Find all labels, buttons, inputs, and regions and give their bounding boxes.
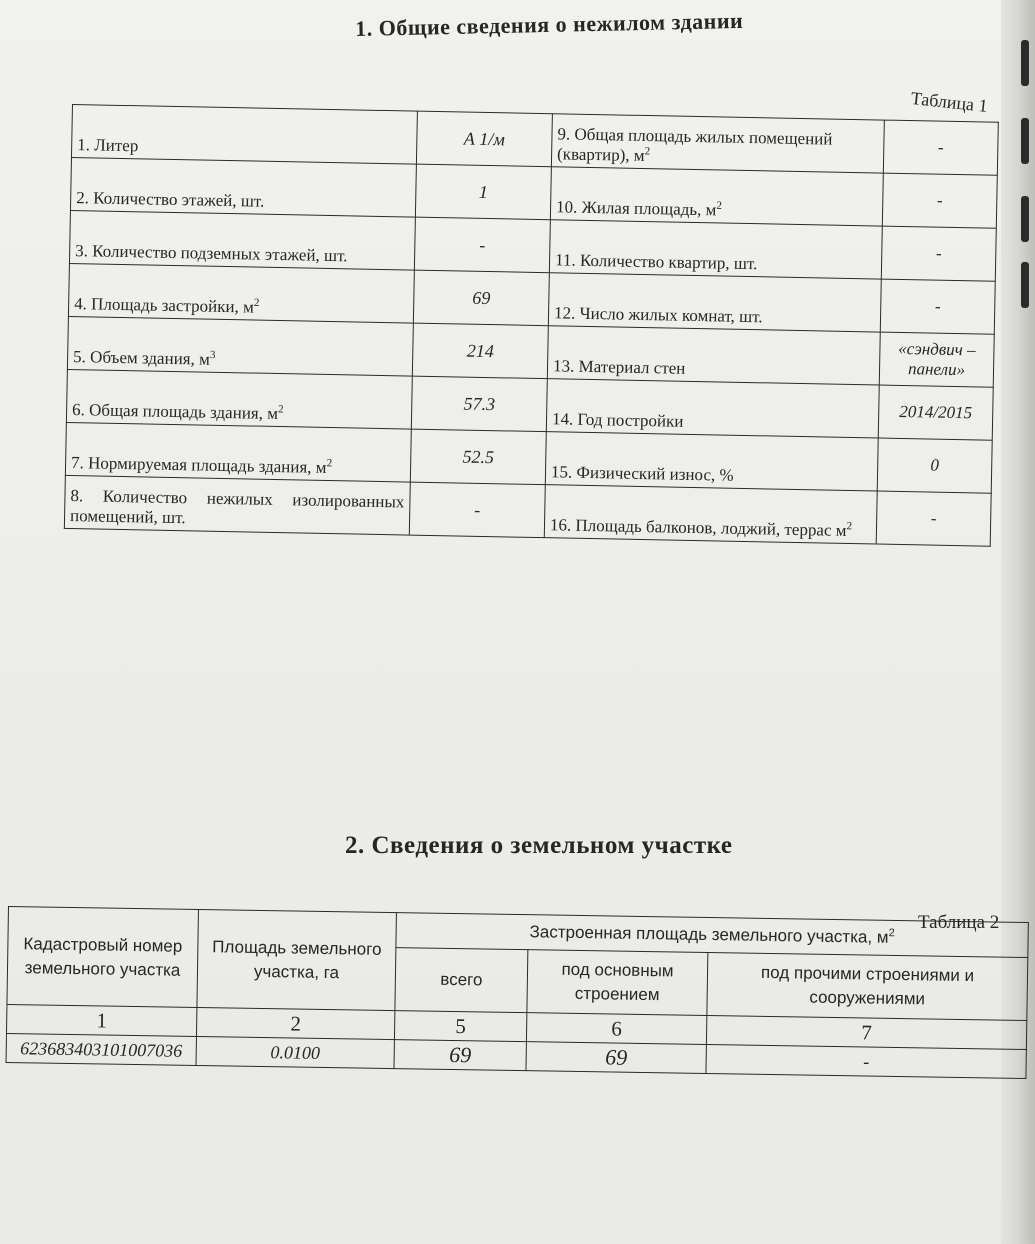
row-label-text: 5. Объем здания, м bbox=[72, 347, 211, 369]
row-label-sup: 2 bbox=[846, 520, 853, 533]
row-value bbox=[876, 491, 991, 546]
table1-caption: Таблица 1 bbox=[909, 88, 989, 116]
row-label-sup: 2 bbox=[253, 296, 260, 309]
col-number: 7 bbox=[706, 1015, 1026, 1049]
row-label-sup: 2 bbox=[277, 403, 284, 416]
row-label-text: 4. Площадь застройки, м bbox=[73, 294, 255, 317]
built-other: - bbox=[706, 1044, 1026, 1078]
row-label-sup: 2 bbox=[716, 199, 723, 212]
row-label bbox=[551, 114, 884, 173]
row-value-text: 69 bbox=[472, 287, 491, 309]
row-label bbox=[550, 167, 883, 226]
row-value bbox=[415, 164, 551, 220]
row-label bbox=[547, 326, 880, 385]
row-label-text: 16. Площадь балконов, лоджий, террас м bbox=[549, 515, 847, 540]
row-label-text: 11. Количество квартир, шт. bbox=[554, 250, 758, 274]
col-number: 2 bbox=[196, 1007, 394, 1039]
binder-ring bbox=[1021, 118, 1029, 164]
row-value bbox=[883, 120, 998, 175]
row-label-text: 7. Нормируемая площадь здания, м bbox=[70, 453, 327, 477]
building-info-table bbox=[64, 104, 999, 547]
built-total: 69 bbox=[394, 1040, 526, 1071]
row-label bbox=[71, 105, 417, 165]
row-label bbox=[546, 379, 879, 438]
row-label bbox=[65, 422, 411, 482]
row-label bbox=[549, 220, 882, 279]
row-label-sup: 2 bbox=[644, 145, 651, 158]
row-value-text: «сэндвич – панели» bbox=[898, 338, 976, 380]
cadastral-number: 623683403101007036 bbox=[6, 1033, 196, 1065]
row-label bbox=[67, 316, 413, 376]
row-label-sup: 3 bbox=[209, 349, 216, 362]
row-label-text: 1. Литер bbox=[77, 135, 139, 156]
row-label-text: 6. Общая площадь здания, м bbox=[71, 400, 279, 424]
row-value bbox=[877, 438, 992, 493]
row-value-text: 57.3 bbox=[463, 393, 496, 415]
row-label bbox=[544, 485, 877, 544]
plot-area: 0.0100 bbox=[196, 1036, 394, 1068]
row-label bbox=[69, 210, 415, 270]
section1-title: 1. Общие сведения о нежилом здании bbox=[355, 7, 744, 41]
row-label bbox=[545, 432, 878, 491]
section2-title: 2. Сведения о земельном участке bbox=[345, 832, 733, 859]
row-label bbox=[64, 475, 410, 535]
row-value-text: 1 bbox=[478, 181, 489, 202]
binder-ring bbox=[1021, 40, 1029, 86]
row-label-text: 12. Число жилых комнат, шт. bbox=[553, 303, 763, 327]
row-value bbox=[411, 376, 547, 432]
row-label-text: 3. Количество подземных этажей, шт. bbox=[75, 241, 348, 266]
row-value bbox=[882, 173, 997, 228]
row-value-text: 214 bbox=[466, 340, 495, 362]
row-value bbox=[410, 429, 546, 485]
header-other-buildings: под прочими строениями и сооружениями bbox=[707, 952, 1028, 1020]
header-built-area-sup: 2 bbox=[888, 927, 895, 940]
row-value-text: - bbox=[937, 137, 944, 157]
row-label bbox=[66, 369, 412, 429]
built-main: 69 bbox=[526, 1042, 706, 1074]
row-label bbox=[70, 157, 416, 217]
row-value-text: - bbox=[474, 499, 481, 520]
row-value bbox=[412, 323, 548, 379]
row-value-text: - bbox=[930, 508, 937, 528]
row-label-text: 8. Количество нежилых изолированных помещений, шт. bbox=[69, 486, 405, 528]
row-label-text: 13. Материал стен bbox=[552, 356, 686, 378]
row-label-text: 9. Общая площадь жилых помещений (квартир), м bbox=[556, 124, 833, 166]
row-value bbox=[413, 270, 549, 326]
header-total: всего bbox=[395, 948, 528, 1013]
row-label-text: 14. Год постройки bbox=[551, 409, 684, 431]
row-label-text: 2. Количество этажей, шт. bbox=[76, 188, 265, 211]
row-value bbox=[881, 226, 996, 281]
row-value-text: - bbox=[479, 234, 486, 255]
binder-ring bbox=[1021, 262, 1029, 308]
row-label bbox=[68, 263, 414, 323]
binder-ring bbox=[1021, 196, 1029, 242]
row-value bbox=[878, 385, 993, 440]
land-plot-table bbox=[6, 906, 1029, 1079]
row-value-text: - bbox=[935, 243, 942, 263]
row-label-text: 10. Жилая площадь, м bbox=[555, 197, 717, 220]
header-area: Площадь земельного участка, га bbox=[197, 909, 397, 1010]
row-value-text: - bbox=[936, 190, 943, 210]
row-label-sup: 2 bbox=[326, 457, 333, 470]
row-value-text: А 1/м bbox=[463, 128, 506, 150]
row-value bbox=[409, 482, 545, 538]
row-label-text: 15. Физический износ, % bbox=[550, 462, 734, 485]
table2-caption: Таблица 2 bbox=[918, 912, 1000, 933]
col-number: 6 bbox=[526, 1013, 706, 1045]
row-value bbox=[879, 332, 994, 387]
header-built-area-text: Застроенная площадь земельного участка, м bbox=[529, 922, 889, 947]
header-main-building: под основным строением bbox=[527, 950, 708, 1016]
row-value bbox=[416, 111, 552, 167]
row-value-text: 2014/2015 bbox=[899, 401, 973, 423]
header-cadastral: Кадастровый номер земельного участка bbox=[7, 907, 199, 1008]
row-value-text: 0 bbox=[930, 455, 940, 475]
row-value bbox=[414, 217, 550, 273]
row-label bbox=[548, 273, 881, 332]
col-number: 5 bbox=[394, 1011, 526, 1042]
col-number: 1 bbox=[6, 1004, 196, 1036]
row-value-text: 52.5 bbox=[462, 446, 495, 468]
row-value bbox=[880, 279, 995, 334]
row-value-text: - bbox=[934, 296, 941, 316]
